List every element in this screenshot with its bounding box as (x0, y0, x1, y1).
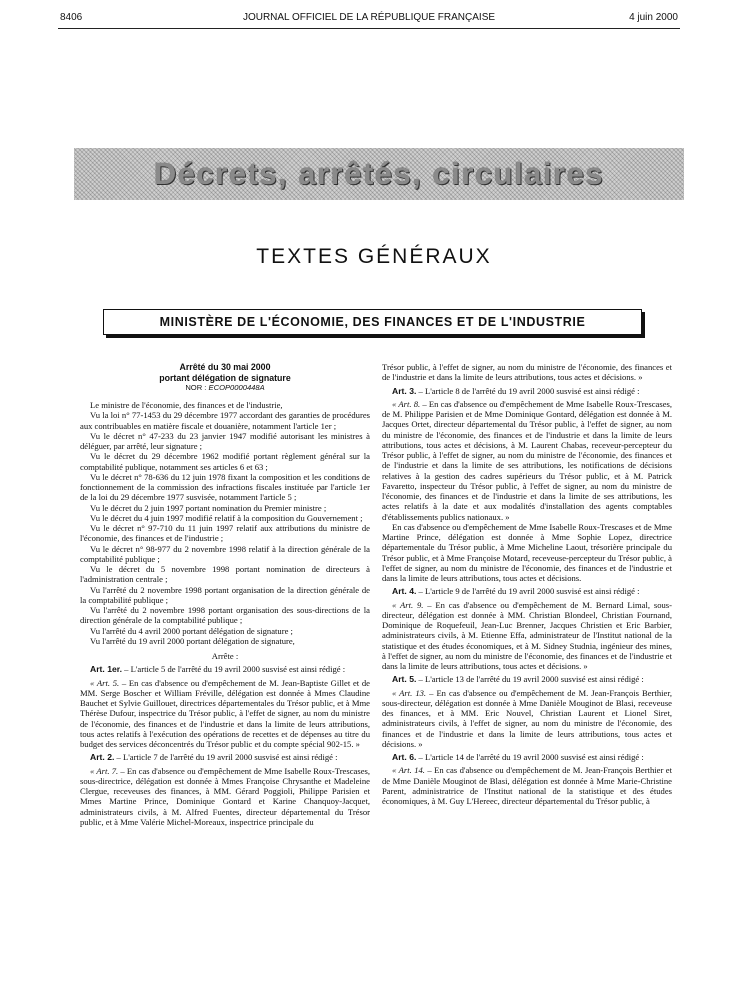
header-rule (58, 28, 680, 29)
nor-label: NOR : (185, 383, 209, 392)
visa-paragraph: Vu l'arrêté du 2 novembre 1998 portant organisation des sous-directions de la direction générale de la comptabilité publique ; (80, 605, 370, 626)
article-3-heading: Art. 3. (392, 385, 417, 396)
article-3-quote-label: « Art. 8. (392, 398, 421, 409)
visa-paragraph: Vu le décret n° 78-636 du 12 juin 1978 fixant la composition et les conditions de fonctionnement de la commission des infractions fiscales instituée par l'article 1er de la loi du 29 décembre 1977 susvisée, notamment l'article 5 ; (80, 471, 370, 503)
journal-title: JOURNAL OFFICIEL DE LA RÉPUBLIQUE FRANÇAISE (242, 12, 496, 23)
article-6-intro: Art. 6. – L'article 14 de l'arrêté du 19 avril 2000 susvisé est ainsi rédigé : (392, 752, 644, 762)
article-4-quote-label: « Art. 9. (392, 599, 424, 610)
visa-paragraph: Vu l'arrêté du 19 avril 2000 portant délégation de signature, (90, 635, 295, 646)
article-6-heading: Art. 6. (392, 752, 417, 762)
article-6-quote-label: « Art. 14. (392, 765, 425, 776)
article-6-quote: « Art. 14. – En cas d'absence ou d'empêchement de M. Jean-François Berthier et de Mme Danièle Mouginot de Blasi, délégation est donnée à Mme Marie-Christine Parent, administratrice de l'Institut national de la statistique et des études économiques, à M. Guy L'Hereec, directeur départemental du Trésor public, à (382, 765, 672, 806)
article-5-intro: Art. 5. – L'article 13 de l'arrêté du 19 avril 2000 susvisé est ainsi rédigé : (392, 674, 644, 685)
banner-title: Décrets, arrêtés, circulaires (153, 156, 605, 191)
visa-paragraph: Vu l'arrêté du 2 novembre 1998 portant organisation de la direction générale de la comptabilité publique ; (80, 584, 370, 605)
right-column (382, 362, 672, 806)
section-title: TEXTES GÉNÉRAUX (256, 245, 492, 268)
article-2-quote-continued: Trésor public, à l'effet de signer, au nom du ministre de l'économie, des finances et de l'industrie et dans la limite de leurs attributions, tous actes et décisions. » (382, 362, 672, 383)
article-3-intro: Art. 3. – L'article 8 de l'arrêté du 19 avril 2000 susvisé est ainsi rédigé : (392, 385, 640, 396)
visa-paragraph: Vu le décret n° 98-977 du 2 novembre 1998 relatif à la direction générale de la comptabilité publique ; (80, 543, 370, 564)
article-2-quote: « Art. 7. – En cas d'absence ou d'empêchement de Mme Isabelle Roux-Trescases, sous-directrice, délégation est donnée à Mmes Françoise Chrysanthe et Madeleine Clergue, receveuses des finances, à MM. Gérard Poggioli, Philippe Parisien et Mmes Martine Prince, Dominique Gontard et Karine Chanquoy-Jacquet, administrateurs civils, à M. Alfred Fuentes, directeur départemental du Trésor public, et à Mme Valérie Michel-Moreaux, inspectrice principale du (80, 765, 370, 827)
article-2-intro: Art. 2. – L'article 7 de l'arrêté du 19 avril 2000 susvisé est ainsi rédigé : (90, 752, 338, 763)
nor-code: ECOP0000448A (208, 383, 265, 392)
article-4-heading: Art. 4. (392, 586, 417, 597)
article-3-para2: En cas d'absence ou d'empêchement de Mme Isabelle Roux-Trescases et de Mme Martine Prince, délégation est donnée à Mme Sophie Lopez, directrice départementale du Trésor public, à Mme Micheline Laout, trésorière principale du Trésor public, et à Mme Françoise Motard, receveuse-percepteur du Trésor public, à l'effet de signer, au nom du ministre de l'économie, des finances et de l'industrie et dans la limite de leurs attributions, tous actes et décisions. (382, 521, 672, 583)
article-3-quote: « Art. 8. – En cas d'absence ou d'empêchement de Mme Isabelle Roux-Trescases, de M. Philippe Parisien et de Mme Dominique Gontard, délégation est donnée à M. Jacques Ortet, directeur départemental du Trésor public, à l'effet de signer, au nom du ministre de l'économie, des finances et de l'industrie et dans la limite de leurs attributions, tous actes et décisions, à M. Laurent Chabas, receveur-percepteur du Trésor public, à l'effet de signer, au nom du ministre de l'économie, des finances et de l'industrie et dans la limite de ses attributions, les notifications de décisions relatives à la gestion des cadres supérieurs du Trésor public, et à M. Patrick Favaretto, inspecteur du Trésor public, à l'effet de signer, au nom du ministre de l'économie, des finances et de l'industrie et dans la limite de ses attributions, les actes relatifs à la date et aux modalités d'installation des agents comptables d'établissements publics nationaux. » (382, 398, 672, 522)
article-2-quote-label: « Art. 7. (90, 765, 119, 776)
rubric-banner (74, 148, 684, 200)
visa-paragraph: Vu la loi n° 77-1453 du 29 décembre 1977 accordant des garanties de procédures aux contribuables en matière fiscale et douanière, notamment l'article 1er ; (80, 410, 370, 431)
visa-paragraph: Vu le décret du 4 juin 1997 modifié relatif à la composition du Gouvernement ; (90, 512, 363, 523)
visa-paragraph: Vu le décret n° 97-710 du 11 juin 1997 relatif aux attributions du ministre de l'économie, des finances et de l'industrie ; (80, 523, 370, 544)
visa-paragraph: Vu le décret du 2 juin 1997 portant nomination du Premier ministre ; (90, 502, 327, 513)
article-5-quote-label: « Art. 13. (392, 687, 427, 698)
arrete-word: Arrête : (211, 651, 239, 661)
article-2-heading: Art. 2. (90, 752, 115, 763)
article-4-intro: Art. 4. – L'article 9 de l'arrêté du 19 avril 2000 susvisé est ainsi rédigé : (392, 586, 640, 597)
nor-reference (80, 383, 370, 393)
article-4-quote: « Art. 9. – En cas d'absence ou d'empêchement de M. Bernard Limal, sous-directeur, délégation est donnée à MM. Christian Blondeel, Christian Fournand, Dominique de Roquefeuil, Jean-Luc Brenner, Jacques Christien et Eric Barbier, administrateurs civils, à M. Etienne Effa, administrateur de l'Institut national de la statistique et des études économiques, et à M. Sidney Studnia, ingénieur des mines, à l'effet de signer, au nom du ministre de l'économie, des finances et de l'industrie et dans la limite de leurs attributions, tous actes et décisions. » (382, 599, 672, 671)
visa-paragraph: Vu le décret du 29 décembre 1962 modifié portant règlement général sur la comptabilité publique, notamment ses articles 6 et 63 ; (80, 451, 370, 472)
visa-paragraph: Vu l'arrêté du 4 avril 2000 portant délégation de signature ; (90, 625, 293, 636)
arrete-title-line2: portant délégation de signature (159, 372, 291, 383)
article-1-heading: Art. 1er. (90, 664, 123, 675)
article-5-heading: Art. 5. (392, 674, 417, 685)
page-number: 8406 (60, 12, 83, 23)
issue-date: 4 juin 2000 (629, 12, 678, 23)
article-5-quote: « Art. 13. – En cas d'absence ou d'empêchement de M. Jean-François Berthier, sous-directeur, délégation est donnée à Mme Danièle Mouginot de Blasi, receveuse des finances, et à MM. Eric Nouvel, Christian Laurent et Lionel Siret, administrateurs civils, à l'effet de signer, au nom du ministre de l'économie, des finances et de l'industrie et dans la limite de leurs attributions, tous actes et décisions. » (382, 687, 672, 749)
visa-paragraph: Vu le décret du 5 novembre 1998 portant nomination de directeurs à l'administration centrale ; (80, 564, 370, 585)
ministry-heading: MINISTÈRE DE L'ÉCONOMIE, DES FINANCES ET DE L'INDUSTRIE (103, 309, 642, 335)
article-1-intro: Art. 1er. – L'article 5 de l'arrêté du 19 avril 2000 susvisé est ainsi rédigé : (90, 664, 346, 675)
arrete-title-line1: Arrêté du 30 mai 2000 (179, 362, 271, 372)
left-column (80, 362, 370, 827)
article-1-quote-label: « Art. 5. (90, 677, 120, 688)
visa-paragraph: Vu le décret n° 47-233 du 23 janvier 1947 modifié autorisant les ministres à déléguer, par arrêté, leur signature ; (80, 430, 370, 451)
article-1-quote: « Art. 5. – En cas d'absence ou d'empêchement de M. Jean-Baptiste Gillet et de MM. Serge Boscher et William Fréville, délégation est donnée à Mmes Claudine Bauchet et Sylvie Guillouet, directrices départementales du Trésor public, et à Mme Thérèse Dufour, inspectrice du Trésor public, à l'effet de signer, au nom du ministre de l'économie, des finances et de l'industrie et dans la limite de leurs attributions, tous actes relatifs à l'exécution des opérations de recettes et de dépenses au titre du budget des services déconcentrés du Trésor public et du compte spécial 902-15. » (80, 677, 370, 749)
visa-paragraph: Le ministre de l'économie, des finances et de l'industrie, (90, 400, 283, 410)
